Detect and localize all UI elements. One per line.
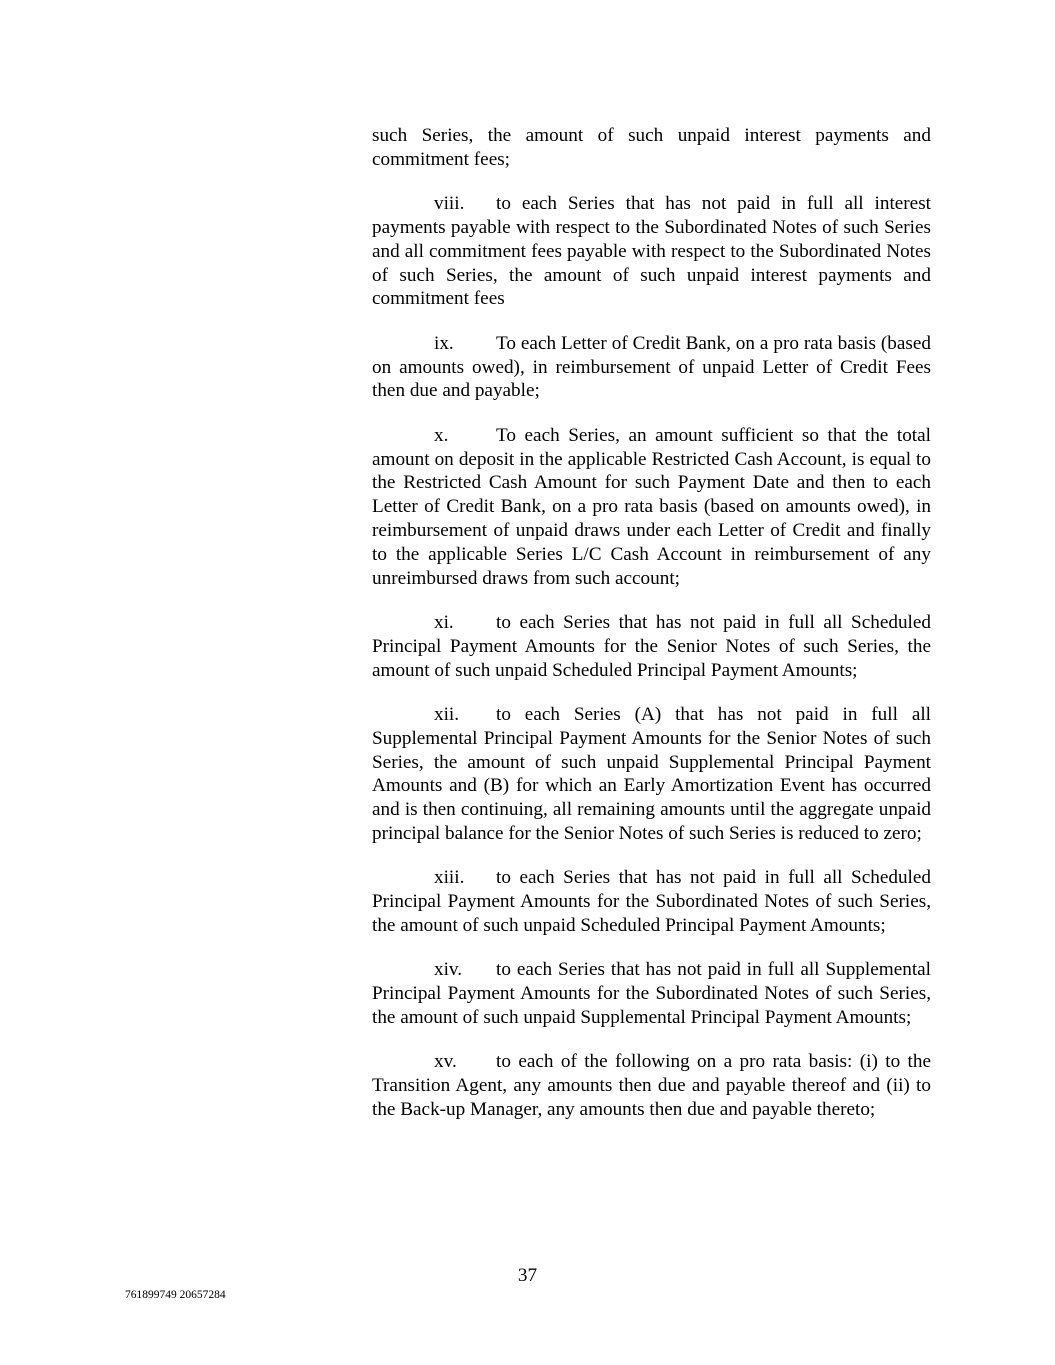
list-item-viii: [372, 192, 931, 311]
item-number: xv.: [434, 1051, 457, 1073]
item-text: to each Series that has not paid in full all Scheduled Principal Payment Amounts for the Subordinated Notes of such Series, the amount of such unpaid Scheduled Principal Payment Amounts;: [372, 867, 931, 936]
item-text: to each Series that has not paid in full all Scheduled Principal Payment Amounts for the Senior Notes of such Series, the amount of such unpaid Scheduled Principal Payment Amounts;: [372, 611, 931, 681]
item-text: to each of the following on a pro rata basis: (i) to the Transition Agent, any amounts then due and payable thereof and (ii) to the Back-up Manager, any amounts then due and payable thereto;: [372, 1051, 931, 1120]
item-text: To each Letter of Credit Bank, on a pro rata basis (based on amounts owed), in reimbursement of unpaid Letter of Credit Fees then due and payable;: [372, 332, 931, 402]
list-item-xiii: [372, 866, 931, 937]
list-item-xiv: [372, 958, 931, 1029]
item-number: x.: [434, 424, 449, 446]
page-number: 37: [517, 1265, 538, 1286]
item-text: to each Series that has not paid in full all interest payments payable with respect to the Subordinated Notes of such Series and all commitment fees payable with respect to the Subordinated Notes of such Series, the amount of such unpaid interest payments and commitment fees: [372, 193, 931, 310]
item-number: ix.: [434, 332, 454, 354]
item-number: xi.: [434, 611, 454, 633]
item-text: To each Series, an amount sufficient so that the total amount on deposit in the applicable Restricted Cash Account, is equal to the Restricted Cash Amount for such Payment Date and then to each Letter of Credit Bank, on a pro rata basis (based on amounts owed), in reimbursement of unpaid draws under each Letter of Credit and finally to the applicable Series L/C Cash Account in reimbursement of any unreimbursed draws from such account;: [372, 424, 931, 589]
item-number: xii.: [434, 703, 460, 725]
document-body: [372, 124, 931, 1142]
item-number: xiii.: [434, 867, 465, 889]
list-item-xv: [372, 1050, 931, 1121]
list-item-ix: [372, 332, 931, 403]
list-item-x: [372, 424, 931, 591]
item-number: xiv.: [434, 959, 463, 981]
continuation-paragraph: such Series, the amount of such unpaid interest payments and commitment fees;: [372, 125, 931, 170]
item-text: to each Series (A) that has not paid in full all Supplemental Principal Payment Amounts for the Senior Notes of such Series, the amount of such unpaid Supplemental Principal Payment Amounts and (B) for which an Early Amortization Event has occurred and is then continuing, all remaining amounts until the aggregate unpaid principal balance for the Senior Notes of such Series is reduced to zero;: [372, 703, 931, 844]
item-number: viii.: [434, 193, 465, 215]
document-id-footer: 761899749 20657284: [125, 1289, 226, 1301]
list-item-xii: [372, 703, 931, 846]
list-item-xi: [372, 611, 931, 682]
item-text: to each Series that has not paid in full all Supplemental Principal Payment Amounts for the Subordinated Notes of such Series, the amount of such unpaid Supplemental Principal Payment Amounts;: [372, 959, 931, 1028]
